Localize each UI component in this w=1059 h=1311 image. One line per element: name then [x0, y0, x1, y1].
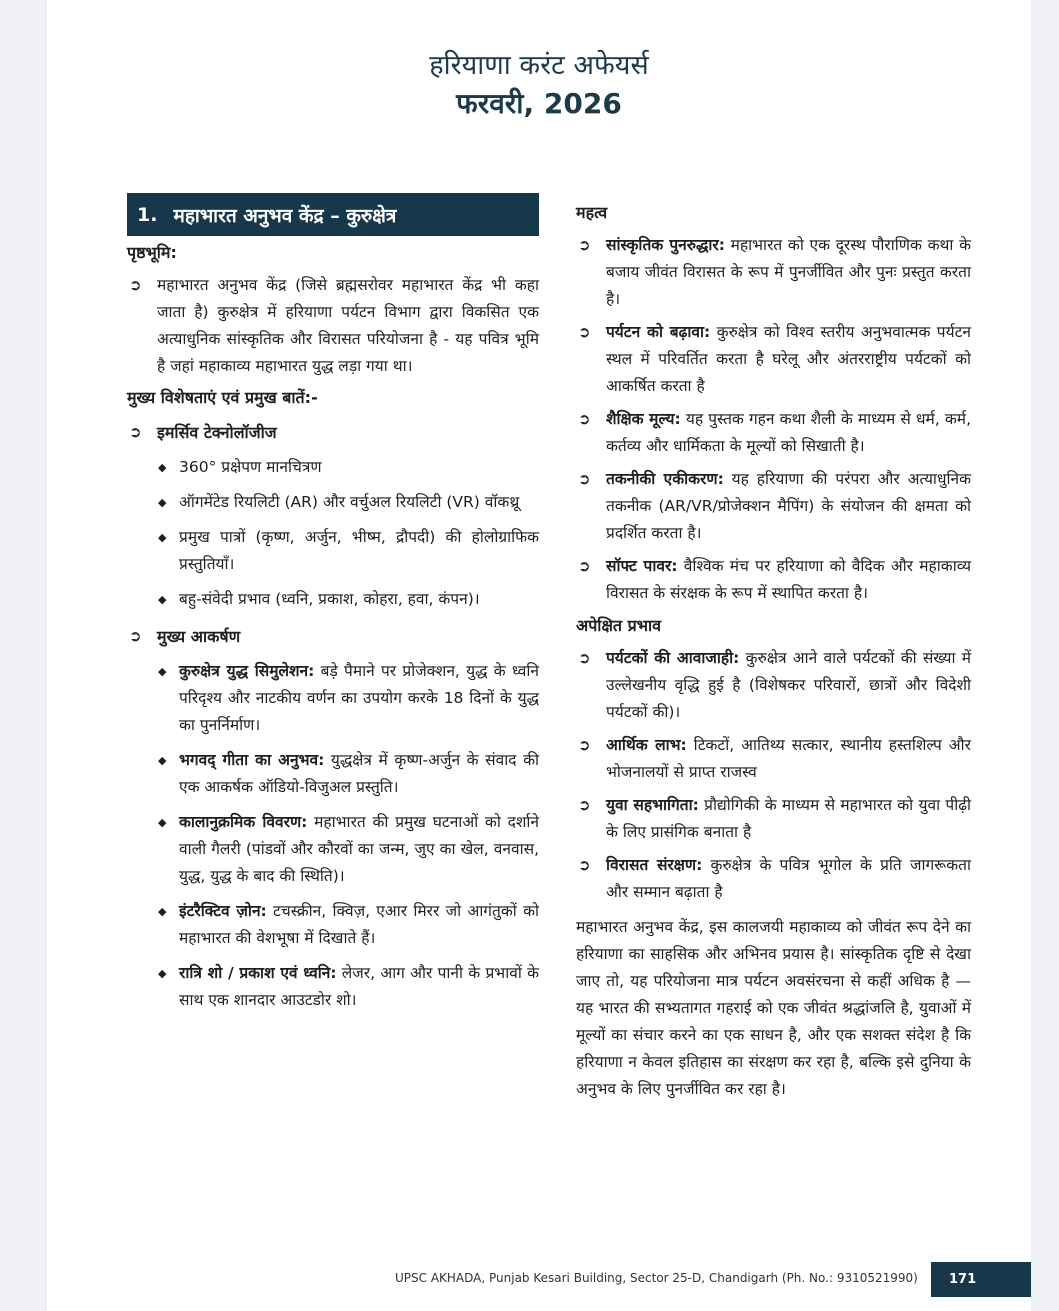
page-number-text: 171: [949, 1272, 977, 1287]
list-item: [127, 898, 539, 952]
background-text: महाभारत अनुभव केंद्र (जिसे ब्रह्मसरोवर महाभारत केंद्र भी कहा जाता है) कुरुक्षेत्र में हरियाणा पर्यटन विभाग द्वारा विकसित एक अत्याधुनिक सांस्कृतिक और विरासत परियोजना है - यह पवित्र भूमि है जहां महाकाव्य महाभारत युद्ध लड़ा गया था।: [157, 276, 539, 375]
immersive-heading-text: इमर्सिव टेक्नोलॉजीज: [157, 423, 277, 442]
list-item: [127, 454, 539, 481]
item-text: वैश्विक मंच पर हरियाणा को वैदिक और महाकाव्य विरासत के संरक्षक के रूप में स्थापित करता है।: [606, 557, 971, 602]
arrow-icon: ➲: [578, 323, 591, 341]
item-lead: सांस्कृतिक पुनरुद्धार:: [606, 236, 725, 254]
item-lead: इंटरैक्टिव ज़ोन:: [179, 902, 267, 920]
list-item: [127, 747, 539, 801]
arrow-icon: ➲: [578, 410, 591, 428]
item-text: प्रौद्योगिकी के माध्यम से महाभारत को युवा पीढ़ी के लिए प्रासंगिक बनाता है: [606, 796, 971, 841]
list-item-text: बहु-संवेदी प्रभाव (ध्वनि, प्रकाश, कोहरा, हवा, कंपन)।: [179, 590, 480, 608]
significance-item: [576, 553, 971, 607]
list-item: [127, 524, 539, 578]
impact-item: [576, 792, 971, 846]
item-lead: कालानुक्रमिक विवरण:: [179, 813, 308, 831]
page-header: [47, 48, 1031, 124]
page-subtitle: फरवरी, 2026: [456, 87, 622, 120]
significance-heading: महत्व: [576, 203, 608, 222]
section-number: 1.: [137, 203, 158, 226]
impact-item: [576, 732, 971, 786]
background-item: [127, 272, 539, 380]
item-lead: पर्यटकों की आवाजाही:: [606, 649, 740, 667]
attractions-heading: [127, 623, 539, 650]
section-header: [127, 193, 539, 236]
document-page: [47, 0, 1031, 1311]
list-item: [127, 658, 539, 739]
item-lead: सॉफ्ट पावर:: [606, 557, 678, 575]
item-text: कुरुक्षेत्र आने वाले पर्यटकों की संख्या में उल्लेखनीय वृद्धि हुई है (विशेषकर परिवारों, छात्रों और विदेशी पर्यटकों की)।: [606, 649, 971, 721]
impact-heading: अपेक्षित प्रभाव: [576, 616, 662, 635]
significance-item: [576, 232, 971, 313]
item-text: बड़े पैमाने पर प्रोजेक्शन, युद्ध के ध्वनि परिदृश्य और नाटकीय वर्णन का उपयोग करके 18 दिनों के युद्ध का पुनर्निर्माण।: [179, 662, 540, 734]
item-lead: भगवद् गीता का अनुभव:: [179, 751, 325, 769]
item-lead: आर्थिक लाभ:: [606, 736, 687, 754]
item-lead: युवा सहभागिता:: [606, 796, 699, 814]
right-column: [576, 200, 971, 1103]
item-lead: विरासत संरक्षण:: [606, 856, 703, 874]
bullet-icon: ◆: [158, 967, 167, 980]
conclusion-paragraph: महाभारत अनुभव केंद्र, इस कालजयी महाकाव्य को जीवंत रूप देने का हरियाणा का साहसिक और अभिनव प्रयास है। सांस्कृतिक दृष्टि से देखा जाए तो, यह परियोजना मात्र पर्यटन अवसंरचना से कहीं अधिक है — यह भारत की सभ्यतागत गहराई को एक जीवंत श्रद्धांजलि है, युवाओं में मूल्यों का संचार करने का एक साधन है, और एक सशक्त संदेश है कि हरियाणा न केवल इतिहास का संरक्षण कर रहा है, बल्कि इसे दुनिया के अनुभव के लिए पुनर्जीवित कर रहा है।: [576, 918, 971, 1098]
arrow-icon: ➲: [129, 276, 142, 294]
list-item-text: ऑगमेंटेड रियलिटी (AR) और वर्चुअल रियलिटी (VR) वॉकथ्रू: [179, 493, 520, 511]
item-text: युद्धक्षेत्र में कृष्ण-अर्जुन के संवाद की एक आकर्षक ऑडियो-विजुअल प्रस्तुति।: [179, 751, 539, 796]
bullet-icon: ◆: [158, 754, 167, 767]
item-text: लेजर, आग और पानी के प्रभावों के साथ एक शानदार आउटडोर शो।: [179, 964, 540, 1009]
bullet-icon: ◆: [158, 461, 167, 474]
list-item: [127, 586, 539, 613]
arrow-icon: ➲: [578, 736, 591, 754]
item-lead: पर्यटन को बढ़ावा:: [606, 323, 711, 341]
page-title: हरियाणा करंट अफेयर्स: [429, 50, 649, 81]
section-title: महाभारत अनुभव केंद्र – कुरुक्षेत्र: [173, 204, 397, 227]
bullet-icon: ◆: [158, 665, 167, 678]
arrow-icon: ➲: [578, 236, 591, 254]
arrow-icon: ➲: [129, 423, 142, 441]
bullet-icon: ◆: [158, 531, 167, 544]
item-lead: तकनीकी एकीकरण:: [606, 470, 724, 488]
arrow-icon: ➲: [578, 796, 591, 814]
page-number: [931, 1262, 1031, 1297]
immersive-heading: [127, 419, 539, 446]
features-heading: मुख्य विशेषताएं एवं प्रमुख बातें:-: [127, 388, 318, 407]
item-text: यह हरियाणा की परंपरा और अत्याधुनिक तकनीक (AR/VR/प्रोजेक्शन मैपिंग) के संयोजन की क्षमता को प्रदर्शित करता है।: [606, 470, 971, 542]
item-text: कुरुक्षेत्र के पवित्र भूगोल के प्रति जागरूकता और सम्मान बढ़ाता है: [606, 856, 971, 901]
bullet-icon: ◆: [158, 496, 167, 509]
left-column: [127, 193, 539, 1014]
item-lead: रात्रि शो / प्रकाश एवं ध्वनि:: [179, 964, 337, 982]
bullet-icon: ◆: [158, 905, 167, 918]
item-lead: शैक्षिक मूल्य:: [606, 410, 681, 428]
attractions-heading-text: मुख्य आकर्षण: [157, 627, 241, 646]
arrow-icon: ➲: [578, 856, 591, 874]
arrow-icon: ➲: [578, 470, 591, 488]
arrow-icon: ➲: [578, 649, 591, 667]
item-lead: कुरुक्षेत्र युद्ध सिमुलेशन:: [179, 662, 315, 680]
bullet-icon: ◆: [158, 593, 167, 606]
impact-item: [576, 852, 971, 906]
item-text: कुरुक्षेत्र को विश्व स्तरीय अनुभवात्मक पर्यटन स्थल में परिवर्तित करता है घरेलू और अंतरराष्ट्रीय पर्यटकों को आकर्षित करता है: [606, 323, 971, 395]
significance-item: [576, 406, 971, 460]
list-item: [127, 809, 539, 890]
significance-item: [576, 319, 971, 400]
item-text: टचस्क्रीन, क्विज़, एआर मिरर जो आगंतुकों को महाभारत की वेशभूषा में दिखाते हैं।: [179, 902, 539, 947]
significance-item: [576, 466, 971, 547]
immersive-list: [127, 454, 539, 613]
arrow-icon: ➲: [578, 557, 591, 575]
impact-item: [576, 645, 971, 726]
footer-address: UPSC AKHADA, Punjab Kesari Building, Sector 25-D, Chandigarh (Ph. No.: 9310521990): [395, 1271, 918, 1285]
item-text: महाभारत की प्रमुख घटनाओं को दर्शाने वाली गैलरी (पांडवों और कौरवों का जन्म, जुए का खेल, वनवास, युद्ध, युद्ध के बाद की स्थिति)।: [179, 813, 539, 885]
item-text: टिकटों, आतिथ्य सत्कार, स्थानीय हस्तशिल्प और भोजनालयों से प्राप्त राजस्व: [606, 736, 971, 781]
list-item-text: प्रमुख पात्रों (कृष्ण, अर्जुन, भीष्म, द्रौपदी) की होलोग्राफिक प्रस्तुतियाँ।: [179, 528, 539, 573]
list-item-text: 360° प्रक्षेपण मानचित्रण: [179, 458, 322, 476]
arrow-icon: ➲: [129, 627, 142, 645]
list-item: [127, 960, 539, 1014]
item-text: महाभारत को एक दूरस्थ पौराणिक कथा के बजाय जीवंत विरासत के रूप में पुनर्जीवित और पुनः प्रस्तुत करता है।: [606, 236, 971, 308]
bullet-icon: ◆: [158, 816, 167, 829]
background-heading: पृष्ठभूमि:: [127, 243, 177, 262]
list-item: [127, 489, 539, 516]
item-text: यह पुस्तक गहन कथा शैली के माध्यम से धर्म, कर्म, कर्तव्य और धार्मिकता के मूल्यों को सिखाती है।: [606, 410, 971, 455]
attractions-list: [127, 658, 539, 1014]
